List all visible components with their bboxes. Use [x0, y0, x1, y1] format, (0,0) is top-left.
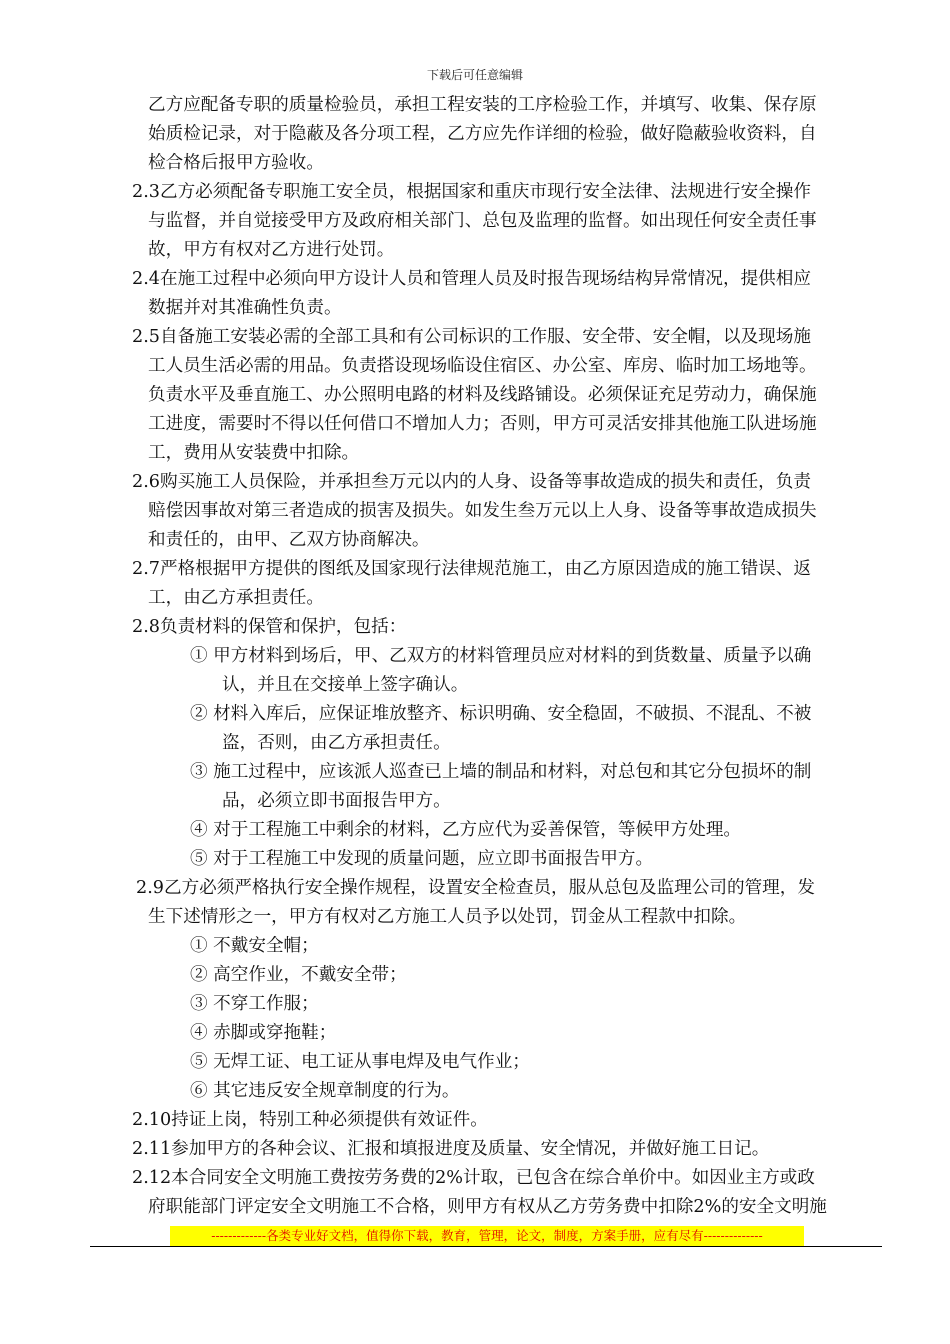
- text-line: 生下述情形之一，甲方有权对乙方施工人员予以处罚，罚金从工程款中扣除。: [148, 907, 747, 927]
- list-item: ② 材料入库后，应保证堆放整齐、标识明确、安全稳固，不破损、不混乱、不被: [190, 704, 812, 724]
- text-line: 数据并对其准确性负责。: [148, 298, 342, 318]
- clause-2-4: 2.4在施工过程中必须向甲方设计人员和管理人员及时报告现场结构异常情况，提供相应: [132, 269, 811, 289]
- text-line: 工，由乙方承担责任。: [148, 588, 324, 608]
- list-item: ⑤ 对于工程施工中发现的质量问题，应立即书面报告甲方。: [190, 849, 654, 869]
- text-line: 盗，否则，由乙方承担责任。: [222, 733, 451, 753]
- text-line: 故，甲方有权对乙方进行处罚。: [148, 240, 395, 260]
- text-line: 始质检记录，对于隐蔽及各分项工程，乙方应先作详细的检验，做好隐蔽验收资料，自: [148, 124, 817, 144]
- text-line: 工，费用从安装费中扣除。: [148, 443, 360, 463]
- list-item: ③ 施工过程中，应该派人巡查已上墙的制品和材料，对总包和其它分包损坏的制: [190, 762, 812, 782]
- text-line: 负责水平及垂直施工、办公照明电路的材料及线路铺设。必须保证充足劳动力，确保施: [148, 385, 817, 405]
- clause-2-3: 2.3乙方必须配备专职施工安全员，根据国家和重庆市现行安全法律、法规进行安全操作: [132, 182, 811, 202]
- page-header-note: 下载后可任意编辑: [426, 68, 523, 82]
- text-line: 工进度，需要时不得以任何借口不增加人力；否则，甲方可灵活安排其他施工队进场施: [148, 414, 817, 434]
- clause-2-12: 2.12本合同安全文明施工费按劳务费的2%计取，已包含在综合单价中。如因业主方或政: [132, 1168, 815, 1188]
- clause-2-8: 2.8负责材料的保管和保护，包括：: [132, 617, 407, 637]
- clause-2-5: 2.5自备施工安装必需的全部工具和有公司标识的工作服、安全带、安全帽，以及现场施: [132, 327, 811, 347]
- clause-2-10: 2.10持证上岗，特别工种必须提供有效证件。: [132, 1110, 488, 1130]
- list-item: ② 高空作业，不戴安全带；: [190, 965, 407, 985]
- text-line: 认，并且在交接单上签字确认。: [222, 675, 469, 695]
- list-item: ⑥ 其它违反安全规章制度的行为。: [190, 1081, 460, 1101]
- footer-divider: [90, 1246, 882, 1247]
- list-item: ④ 赤脚或穿拖鞋；: [190, 1023, 337, 1043]
- clause-2-11: 2.11参加甲方的各种会议、汇报和填报进度及质量、安全情况，并做好施工日记。: [132, 1139, 770, 1159]
- text-line: 乙方应配备专职的质量检验员，承担工程安装的工序检验工作，并填写、收集、保存原: [148, 95, 817, 115]
- list-item: ④ 对于工程施工中剩余的材料，乙方应代为妥善保管，等候甲方处理。: [190, 820, 742, 840]
- clause-2-7: 2.7严格根据甲方提供的图纸及国家现行法律规范施工，由乙方原因造成的施工错误、返: [132, 559, 811, 579]
- text-line: 工人员生活必需的用品。负责搭设现场临设住宿区、办公室、库房、临时加工场地等。: [148, 356, 817, 376]
- text-line: 检合格后报甲方验收。: [148, 153, 324, 173]
- clause-2-9: 2.9乙方必须严格执行安全操作规程，设置安全检查员，服从总包及监理公司的管理，发: [136, 878, 815, 898]
- list-item: ⑤ 无焊工证、电工证从事电焊及电气作业；: [190, 1052, 530, 1072]
- list-item: ③ 不穿工作服；: [190, 994, 319, 1014]
- text-line: 府职能部门评定安全文明施工不合格，则甲方有权从乙方劳务费中扣除2%的安全文明施: [148, 1197, 827, 1217]
- text-line: 和责任的，由甲、乙双方协商解决。: [148, 530, 430, 550]
- list-item: ① 甲方材料到场后，甲、乙双方的材料管理员应对材料的到货数量、质量予以确: [190, 646, 812, 666]
- list-item: ① 不戴安全帽；: [190, 936, 319, 956]
- text-line: 品，必须立即书面报告甲方。: [222, 791, 451, 811]
- footer-promo-banner: -------------各类专业好文档，值得你下载，教育，管理，论文，制度，方案手册，应有尽有--------------: [170, 1226, 804, 1246]
- clause-2-6: 2.6购买施工人员保险，并承担叁万元以内的人身、设备等事故造成的损失和责任，负责: [132, 472, 811, 492]
- text-line: 与监督，并自觉接受甲方及政府相关部门、总包及监理的监督。如出现任何安全责任事: [148, 211, 817, 231]
- text-line: 赔偿因事故对第三者造成的损害及损失。如发生叁万元以上人身、设备等事故造成损失: [148, 501, 817, 521]
